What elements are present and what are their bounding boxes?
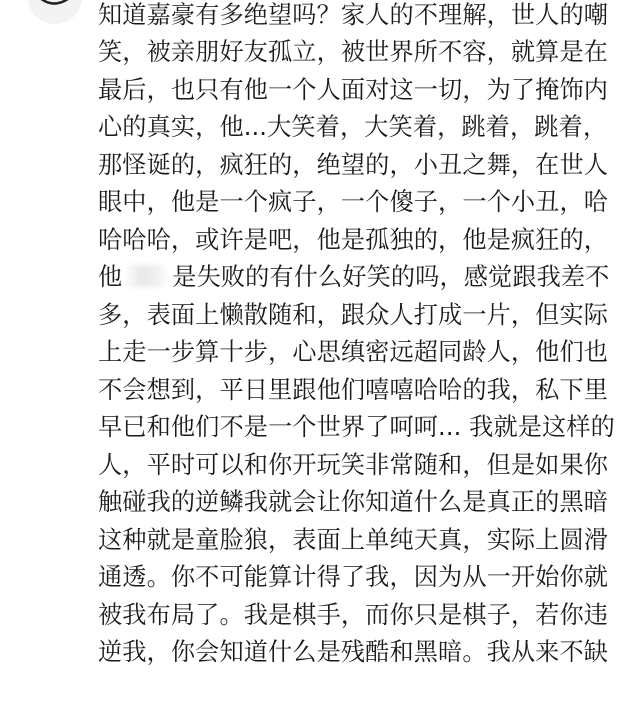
comment-line-1: 知道嘉豪有多绝望吗？家人的不理解，世人的嘲 [98, 1, 609, 29]
comment-line-13: 人，平时可以和你开玩笑非常随和，但是如果你 [98, 451, 609, 479]
avatar[interactable] [28, 0, 82, 24]
avatar-image [28, 0, 82, 24]
comment-line-17: 被我布局了。我是棋手，而你只是棋子，若你违 [98, 601, 609, 629]
comment-line-18: 逆我，你会知道什么是残酷和黑暗。我从来不缺 [98, 638, 609, 666]
comment-line-8 [98, 259, 609, 297]
comment-line-16: 通透。你不可能算计得了我，因为从一开始你就 [98, 563, 609, 591]
comment-line-5: 那怪诞的，疯狂的，绝望的，小丑之舞，在世人 [98, 151, 609, 179]
comment-line-7: 哈哈哈，或许是吧，他是孤独的，他是疯狂的， [98, 226, 609, 254]
comment-line-11: 不会想到，平日里跟他们嘻嘻哈哈的我，私下里 [98, 376, 609, 404]
comment-line-15: 这种就是童脸狼，表面上单纯天真，实际上圆滑 [98, 526, 609, 554]
comment-line-2: 笑，被亲朋好友孤立，被世界所不容，就算是在 [98, 38, 609, 66]
comment-line-4: 心的真实，他...大笑着，大笑着，跳着，跳着， [98, 113, 608, 141]
comment-line-10: 上走一步算十步，心思缜密远超同龄人，他们也 [98, 338, 609, 366]
comment-line-9: 多，表面上懒散随和，跟众人打成一片，但实际 [98, 301, 609, 329]
comment-line-12: 早已和他们不是一个世界了呵呵... 我就是这样的 [98, 413, 615, 441]
comment-line-3: 最后，也只有他一个人面对这一切，为了掩饰内 [98, 76, 609, 104]
comment-line-8-end: 是失败的有什么好笑的吗，感觉跟我差不 [172, 263, 610, 291]
redacted-name-blur [126, 265, 168, 287]
comment-line-14: 触碰我的逆鳞我就会让你知道什么是真正的黑暗 [98, 488, 609, 516]
comment-line-6: 眼中，他是一个疯子，一个傻子，一个小丑，哈 [98, 188, 609, 216]
comment-line-8-start: 他 [98, 263, 123, 291]
